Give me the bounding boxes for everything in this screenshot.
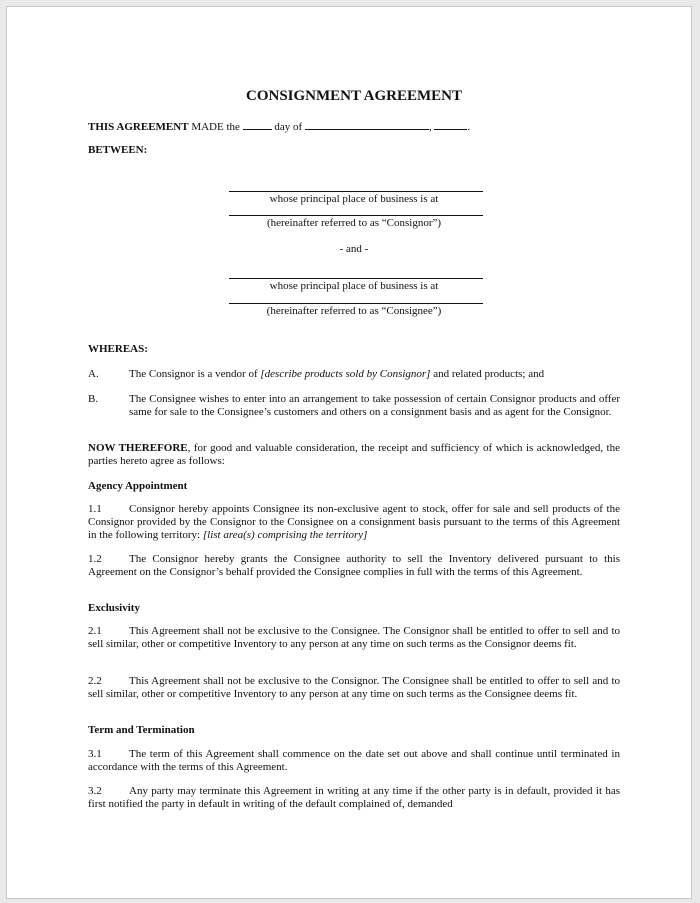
party1-line2: (hereinafter referred to as “Consignor”) [266,217,442,229]
between-label: BETWEEN: [88,144,148,156]
party1-name-line [229,191,483,192]
clause-1-1-placeholder: [list area(s) comprising the territory] [202,529,368,541]
recital-a-placeholder: [describe products sold by Consignor] [260,368,431,380]
heading-agency-appointment: Agency Appointment [88,480,188,492]
party2-line2: (hereinafter referred to as “Consignee”) [266,305,442,317]
clause-1-1 [88,503,620,542]
recital-a-text [129,368,620,381]
document-title: CONSIGNMENT AGREEMENT [245,88,462,104]
party1-line1: whose principal place of business is at [269,193,439,205]
party2-name-line [229,278,483,279]
intro-made: MADE the [188,121,243,133]
heading-exclusivity: Exclusivity [88,602,140,614]
clause-1-2-text: The Consignor hereby grants the Consignee authority to sell the Inventory delivered pursuant to this Agreement on the Consignor’s behalf provided the Consignee complies in full with the terms of this Agreement. [88,553,620,578]
clause-2-2 [88,675,620,701]
party2-address-line [229,303,483,304]
intro-line [88,119,620,134]
clause-3-1-number: 3.1 [88,748,102,760]
clause-2-1-number: 2.1 [88,625,102,637]
recital-a-number: A. [88,368,99,380]
recital-b-number: B. [88,393,99,405]
whereas-label: WHEREAS: [88,343,148,355]
day-blank [243,119,272,130]
now-therefore-paragraph [88,442,620,468]
intro-bold: THIS AGREEMENT [88,121,189,133]
clause-3-2-text: Any party may terminate this Agreement in writing at any time if the other party is in default, provided it has first notified the party in default in writing of the default complained of, demanded [88,785,620,810]
clause-3-1-text: The term of this Agreement shall commence on the date set out above and shall continue until terminated in accordance with the terms of this Agreement. [88,748,620,773]
clause-2-1 [88,625,620,651]
clause-2-1-text: This Agreement shall not be exclusive to the Consignee. The Consignor shall be entitled to offer to sell and to sell similar, other or competitive Inventory to any person at any time on such terms as the Consignor deems fit. [88,625,620,650]
intro-end: . [467,121,471,133]
intro-day: day of [271,121,305,133]
document-page [6,6,692,899]
intro-comma: , [428,121,435,133]
clause-1-1-number: 1.1 [88,503,102,515]
clause-2-2-text: This Agreement shall not be exclusive to the Consignor. The Consignee shall be entitled to offer to sell and to sell similar, other or competitive Inventory to any person at any time on such terms as the Consignee deems fit. [88,675,620,700]
party1-address-line [229,215,483,216]
clause-3-1 [88,748,620,774]
clause-1-1-text: Consignor hereby appoints Consignee its non-exclusive agent to stock, offer for sale and sell products of the Consignor provided by the Consignor to the Consignee on a consignment basis pursuant to the terms of this Agreement in the following territory: [88,503,620,541]
heading-term-termination: Term and Termination [88,724,195,736]
clause-3-2-number: 3.2 [88,785,102,797]
party2-line1: whose principal place of business is at [269,280,439,292]
clause-2-2-number: 2.2 [88,675,102,687]
year-blank [434,119,467,130]
month-blank [305,119,429,130]
and-separator: - and - [339,243,369,255]
now-therefore-text: , for good and valuable consideration, the receipt and sufficiency of which is acknowledged, the parties hereto agree as follows: [88,442,621,467]
recital-a-post: and related products; and [430,368,545,380]
now-therefore-bold: NOW THEREFORE [88,442,188,454]
recital-b-text: The Consignee wishes to enter into an arrangement to take possession of certain Consignor products and offer same for sale to the Consignee’s customers and others on a consignment basis and as agent for the Consignor. [129,393,620,418]
recital-a-pre: The Consignor is a vendor of [129,368,261,380]
clause-1-2-number: 1.2 [88,553,102,565]
clause-3-2 [88,785,620,811]
clause-1-2 [88,553,620,579]
